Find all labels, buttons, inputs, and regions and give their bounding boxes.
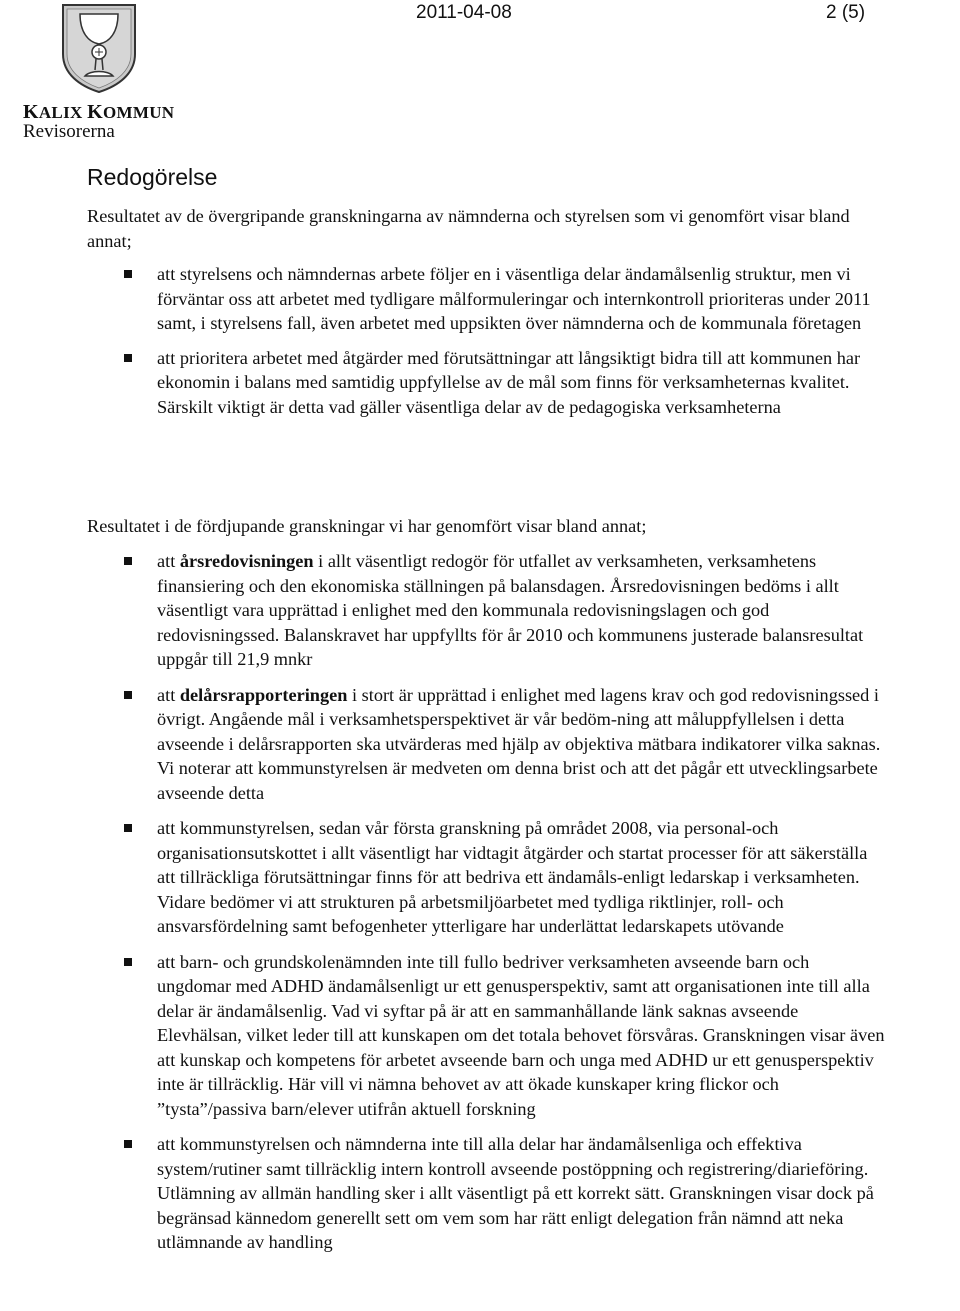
- list-item: [0, 816, 887, 939]
- list-item: [0, 683, 887, 806]
- org-initial-1: K: [23, 101, 39, 123]
- org-rest-2: OMMUN: [103, 103, 175, 122]
- bullet-square-icon: [124, 1140, 132, 1148]
- org-rest-1: ALIX: [38, 103, 83, 122]
- bullet-list-detailed: [0, 549, 960, 1255]
- list-item: [0, 950, 887, 1122]
- section-title: Redogörelse: [87, 164, 218, 190]
- org-initial-2: K: [87, 101, 103, 123]
- bullet-square-icon: [124, 958, 132, 966]
- department-name: Revisorerna: [23, 121, 115, 142]
- intro-paragraph-1: Resultatet av de övergripande granskningarna av nämnderna och styrelsen som vi genomfört visar bland annat;: [87, 206, 850, 251]
- document-date: 2011-04-08: [416, 2, 512, 23]
- chalice-shield-icon: [60, 2, 138, 94]
- list-item-text-post: i stort är upprättad i enlighet med lagens krav och god redovisningssed i övrigt. Angående mål i verksamhetsperspektivet är vår bedöm-ning att måluppfyllelsen i detta avseende i delårsrapporten ska utvärderas med hjälp av objektiva mätbara indikatorer vilka saknas. Vi noterar att kommunstyrelsen är medveten om denna brist och att det pågår ett utvecklingsarbete avseende detta: [157, 684, 881, 803]
- list-item-text-pre: att: [157, 684, 180, 705]
- bullet-square-icon: [124, 270, 132, 278]
- list-item: [0, 1132, 887, 1255]
- list-item-text: att styrelsens och nämndernas arbete följer en i väsentliga delar ändamålsenlig struktur, men vi förväntar oss att arbetet med tydligare målformuleringar och internkontroll prioriteras under 2011 samt, i styrelsens fall, även arbetet med uppsikten över nämnderna och de kommunala företagen: [157, 264, 871, 333]
- list-item: [0, 346, 887, 420]
- list-item-text-pre: att kommunstyrelsen, sedan vår första granskning på området 2008, via personal-och organisationsutskottet i allt väsentligt har vidtagit åtgärder och startat processer för att säkerställa att tillräckliga förutsättningar finns för att bedriva ett ändamåls-enligt ledarskap i verksamheten. Vidare bedömer vi att strukturen på arbetsmiljöarbetet med tydliga riktlinjer, roll- och ansvarsfördelning samt befogenheter ytterligare har underlättat ledarskapets utövande: [157, 818, 868, 936]
- bullet-list-overall: [0, 262, 960, 419]
- list-item-text-bold: årsredovisningen: [179, 551, 314, 571]
- page-number: 2 (5): [826, 2, 866, 23]
- list-item-text-bold: delårsrapporteringen: [179, 684, 348, 705]
- intro-paragraph-2: Resultatet i de fördjupande granskningar vi har genomfört visar bland annat;: [87, 516, 647, 536]
- list-item-text-pre: att: [157, 551, 180, 571]
- list-item-text-pre: att barn- och grundskolenämnden inte till fullo bedriver verksamheten avseende barn och ungdomar med ADHD ändamålsenligt ur ett genusperspektiv, samt att organisationen inte till alla delar är ändamålsenlig. Vad vi syftar på är att en sammanhållande länk saknas avseende Elevhälsan, vilket leder till att kunskapen om det totala behovet försvåras. Granskningen visar även att kunskap och kompetens för arbetet avseende barn och unga med ADHD ur ett genusperspektiv inte är tillräcklig. Här vill vi nämna behovet av att ökade kunskaper kring flickor och ”tysta”/passiva barn/elever utifrån aktuell forskning: [157, 951, 885, 1119]
- list-item: [0, 549, 887, 672]
- bullet-square-icon: [124, 824, 132, 832]
- list-item: [0, 262, 887, 336]
- bullet-square-icon: [124, 691, 132, 699]
- list-item-text-post: i allt väsentligt redogör för utfallet av verksamheten, verksamhetens finansiering och den ekonomiska ställningen på balansdagen. Årsredovisningen bedöms i allt väsentligt vara upprättad i enlighet med den kommunala redovisningslagen och god redovisningssed. Balanskravet har uppfyllts för år 2010 och kommunens justerade balansresultat uppgår till 21,9 mnkr: [157, 551, 864, 669]
- list-item-text-pre: att kommunstyrelsen och nämnderna inte till alla delar har ändamålsenliga och effektiva system/rutiner samt tillräcklig intern kontroll avseende postöppning och registrering/diarieföring. Utlämning av allmän handling sker i allt väsentligt på ett korrekt sätt. Granskningen visar dock på begränsad kännedom generellt sett om vem som har rätt enligt delegation från nämnd att neka utlämnande av handling: [157, 1134, 874, 1252]
- list-item-text: att prioritera arbetet med åtgärder med förutsättningar att långsiktigt bidra till att kommunen har ekonomin i balans med samtidig uppfyllelse av de mål som finns för verksamheternas kvalitet. Särskilt viktigt är detta vad gäller väsentliga delar av de pedagogiska verksamheterna: [157, 347, 861, 417]
- bullet-square-icon: [124, 557, 132, 565]
- bullet-square-icon: [124, 354, 132, 362]
